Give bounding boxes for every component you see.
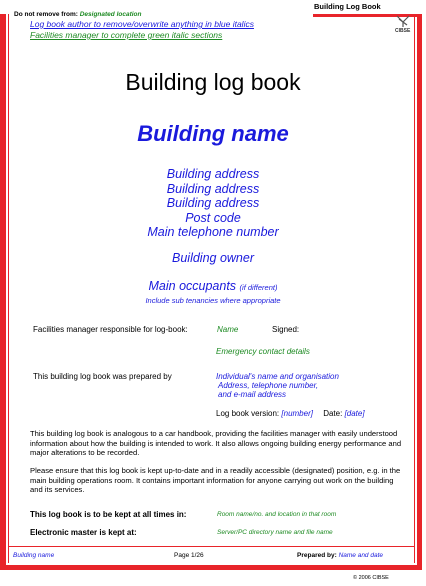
copyright: © 2006 CIBSE <box>353 575 389 581</box>
emergency-contact: Emergency contact details <box>216 347 310 356</box>
preparer-line: Address, telephone number, <box>218 381 319 390</box>
preparer-block <box>216 372 339 399</box>
blue-instruction: Log book author to remove/overwrite anything in blue italics <box>30 19 254 29</box>
address-line: Building address <box>166 181 260 196</box>
signed-label: Signed: <box>272 325 300 334</box>
building-name: Building name <box>137 121 289 146</box>
fm-label: Facilities manager responsible for log-book: <box>33 325 188 334</box>
version-line <box>216 409 365 418</box>
prepared-by-label: Prepared by: <box>297 552 337 559</box>
kept-label: This log book is to be kept at all times in: <box>30 510 187 519</box>
master-value: Server/PC directory name and file name <box>217 529 333 536</box>
main-telephone: Main telephone number <box>147 225 279 239</box>
do-not-remove-label: Do not remove from: <box>14 11 78 18</box>
address-line: Building address <box>166 167 260 181</box>
post-code: Post code <box>185 210 241 225</box>
date-label: Date: <box>323 409 343 418</box>
designated-location: Designated location <box>79 11 142 18</box>
running-title: Building Log Book <box>314 2 381 11</box>
occupants-note: (if different) <box>239 283 278 292</box>
main-occupants: Main occupants <box>148 279 237 293</box>
prepared-by-value: Name and date <box>338 552 384 559</box>
prepared-label: This building log book was prepared by <box>33 372 172 381</box>
occupants-line <box>0 279 426 293</box>
location-note <box>14 11 142 18</box>
address-block <box>0 167 426 240</box>
intro-paragraph: This building log book is analogous to a car handbook, providing the facilities manager with easily understood information about how the building is intended to work. It also allows ongoing building energy performance and major alterations to be recorded. <box>30 429 402 457</box>
address-line: Building address <box>166 196 260 210</box>
footer-building-name: Building name <box>13 552 55 559</box>
master-label: Electronic master is kept at: <box>30 528 137 537</box>
fm-name: Name <box>217 325 239 334</box>
green-instruction: Facilities manager to complete green italic sections <box>30 30 223 40</box>
version-label: Log book version: <box>216 409 280 418</box>
logo-text: CIBSE <box>395 28 411 34</box>
preparer-line: and e-mail address <box>218 390 287 399</box>
version-value: [number] <box>281 409 313 418</box>
kept-value: Room name/no. and location in that room <box>217 511 337 518</box>
location-paragraph: Please ensure that this log book is kept up-to-date and in a readily accessible (designated) position, e.g. in the main building operations room. It contains important information for anyone carrying out work on the building and its services. <box>30 466 401 494</box>
cibse-logo <box>394 14 412 36</box>
footer-divider <box>8 546 414 547</box>
frame-bottom-bar <box>0 565 422 570</box>
building-owner: Building owner <box>172 251 254 265</box>
preparer-line: Individual's name and organisation <box>216 372 339 381</box>
footer-prepared-by <box>297 552 383 559</box>
date-value: [date] <box>344 409 365 418</box>
footer-page-number: Page 1/26 <box>174 552 204 559</box>
page-title: Building log book <box>125 69 301 95</box>
sub-tenancies-note: Include sub tenancies where appropriate <box>145 296 281 305</box>
